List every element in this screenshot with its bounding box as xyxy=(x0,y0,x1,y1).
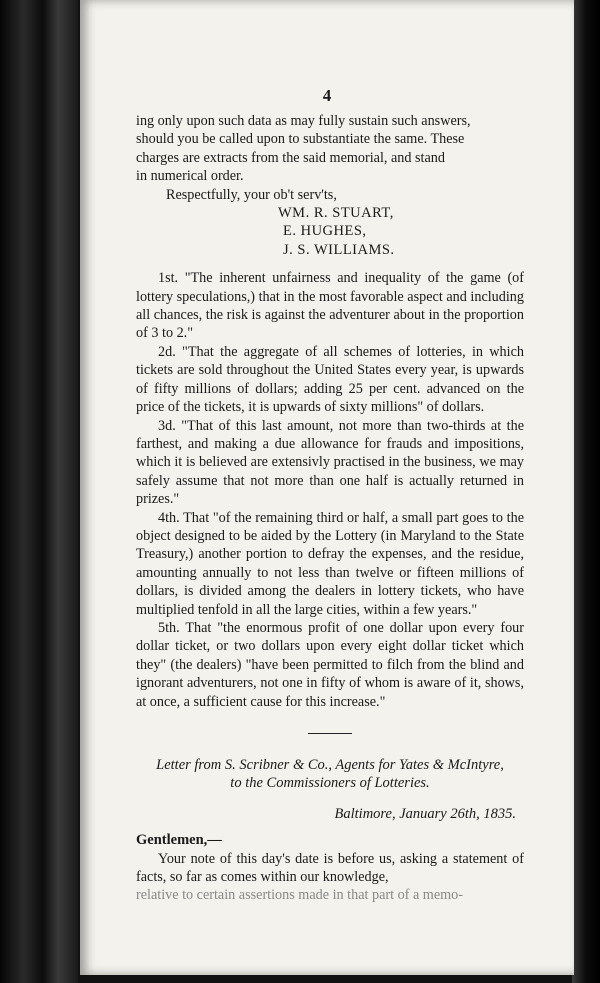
closing: Respectfully, your ob't serv'ts, xyxy=(166,186,337,203)
charge-5th: 5th. That "the enormous profit of one dollar upon every four dollar ticket, or two dollars upon every eight dollar ticket which they" (the dealers) "have been permitted to filch from the blind and ignorant adventurers, not one in fifty of whom is aware of it, shows, at once, a sufficient cause for this increase." xyxy=(136,619,524,710)
intro-line: charges are extracts from the said memorial, and stand xyxy=(136,149,445,166)
letter-heading-sub: to the Commissioners of Lotteries. xyxy=(230,775,430,792)
intro-line: in numerical order. xyxy=(136,168,244,185)
signatory: E. HUGHES, xyxy=(283,223,367,240)
section-divider xyxy=(308,733,352,734)
charge-3d: 3d. "That of this last amount, not more than two-thirds at the farthest, and making a due allowance for frauds and impositions, which it is believed are extensivly practised in the business, we may safely assume that not more than one half is actually returned in prizes." xyxy=(136,417,524,508)
letter-body-faint: relative to certain assertions made in that part of a memo- xyxy=(136,887,463,904)
intro-line: ing only upon such data as may fully sustain such answers, xyxy=(136,113,471,129)
signatory: WM. R. STUART, xyxy=(278,205,394,222)
page-number: 4 xyxy=(322,86,332,105)
intro-line: should you be called upon to substantiate the same. These xyxy=(136,131,465,148)
scan-border-left xyxy=(0,0,78,983)
charge-4th: 4th. That "of the remaining third or half, a small part goes to the object designed to be aided by the Lottery (in Maryland to the State Treasury,) another portion to defray the expenses, and the residue, amounting annually to not less than twelve or fifteen millions of dollars, is divided among the dealers in lottery tickets, who have multiplied tenfold in all the large cities, within a few years." xyxy=(136,509,524,618)
greeting: Gentlemen,— xyxy=(136,832,222,849)
letter-body: Your note of this day's date is before us, asking a statement of facts, so far as comes within our knowledge, xyxy=(136,850,524,886)
letter-heading: Letter from S. Scribner & Co., Agents for Yates & McIntyre, xyxy=(156,757,504,773)
document-page xyxy=(80,0,574,975)
scan-border-right xyxy=(572,0,600,983)
dateline: Baltimore, January 26th, 1835. xyxy=(334,805,516,822)
charge-2d: 2d. "That the aggregate of all schemes of lotteries, in which tickets are sold throughout the United States every year, is upwards of fifty millions of dollars; adding 25 per cent. advanced on the price of the tickets, it is upwards of sixty millions" of dollars. xyxy=(136,343,524,416)
page-text xyxy=(136,84,524,905)
charge-1st: 1st. "The inherent unfairness and inequality of the game (of lottery speculations,) that in the most favorable aspect and including all chances, the risk is against the adventurer about in the proportion of 3 to 2." xyxy=(136,270,524,342)
signatory: J. S. WILLIAMS. xyxy=(283,241,395,258)
